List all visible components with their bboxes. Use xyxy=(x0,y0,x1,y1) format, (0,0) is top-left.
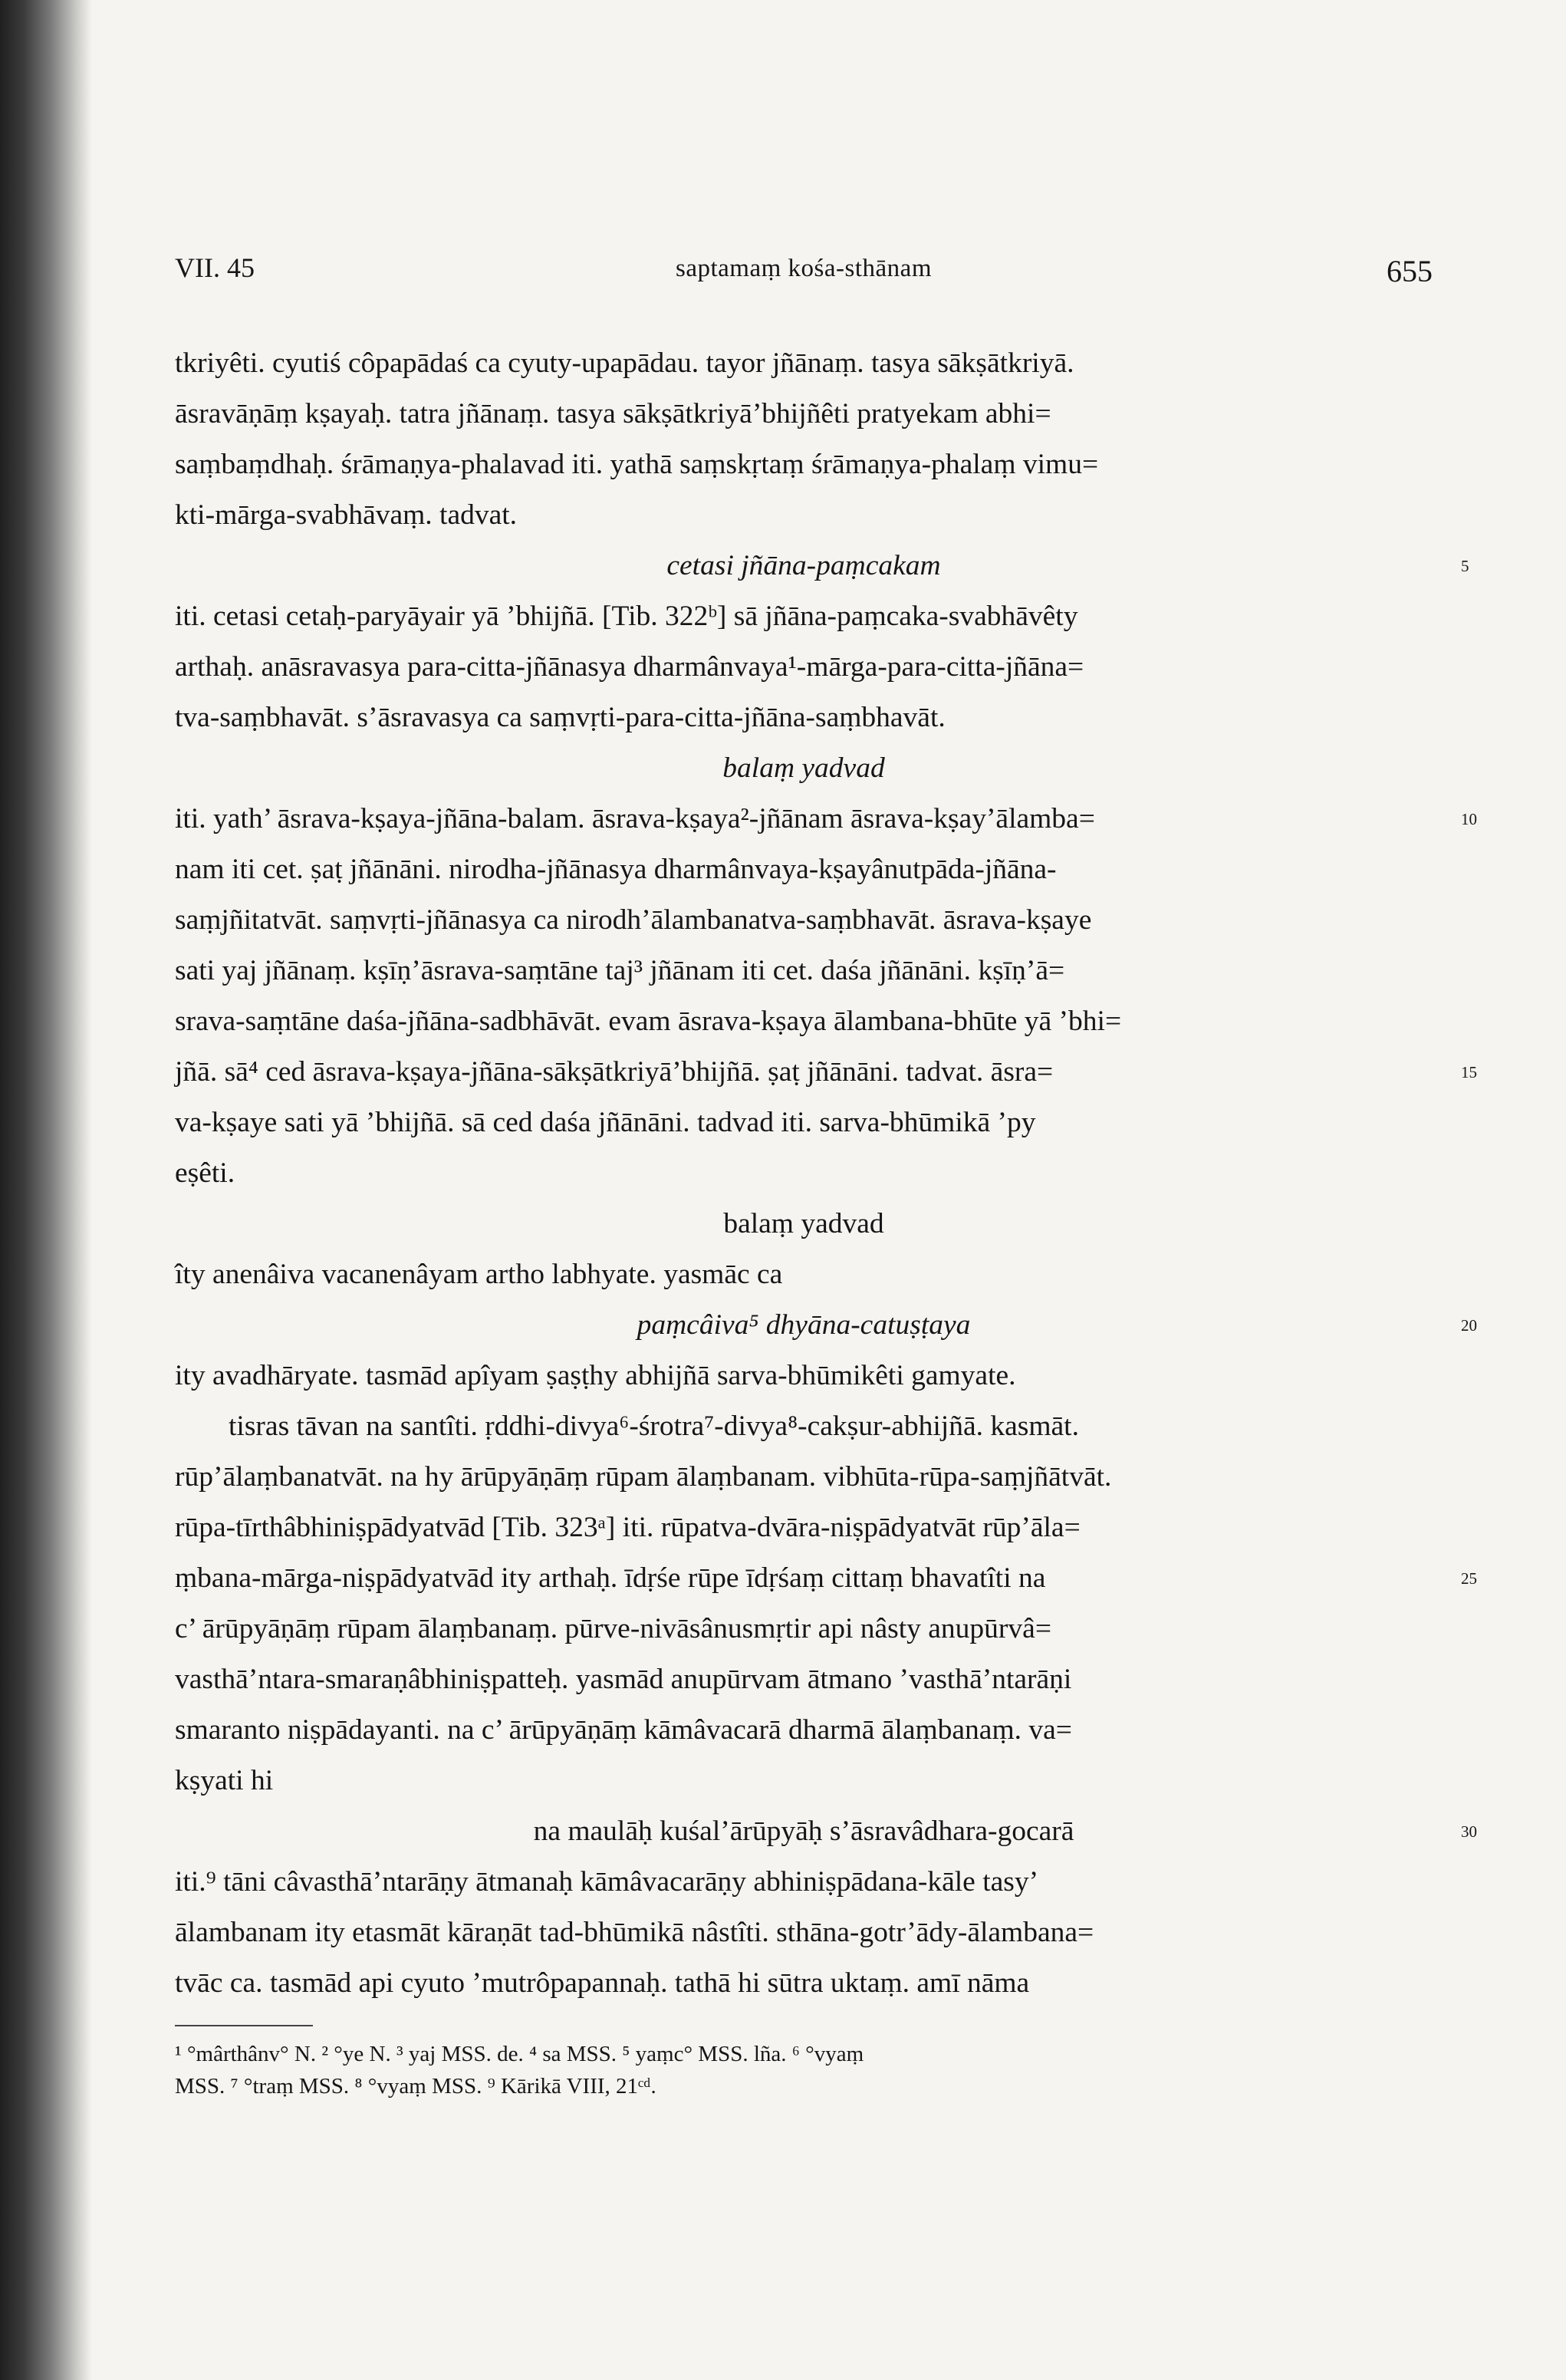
text-line: va-kṣaye sati yā ’bhijñā. sā ced daśa jñānāni. tadvad iti. sarva-bhūmikā ’py xyxy=(175,1107,1036,1138)
verse-line: balaṃ yadvad xyxy=(722,752,885,784)
page-header xyxy=(175,252,1433,298)
text-line: āsravāṇāṃ kṣayaḥ. tatra jñānaṃ. tasya sākṣātkriyā’bhijñêti pratyekam abhi= xyxy=(175,398,1051,430)
text-line: iti. yath’ āsrava-kṣaya-jñāna-balam. āsrava-kṣaya²-jñānam āsrava-kṣay’ālamba= xyxy=(175,803,1095,834)
text-line: iti.⁹ tāni câvasthā’ntarāṇy ātmanaḥ kāmâvacarāṇy abhiniṣpādana-kāle tasy’ xyxy=(175,1866,1039,1898)
text-line: smaranto niṣpādayanti. na c’ ārūpyāṇāṃ kāmâvacarā dharmā ālaṃbanaṃ. va= xyxy=(175,1714,1072,1746)
text-line: saṃbaṃdhaḥ. śrāmaṇya-phalavad iti. yathā saṃskṛtaṃ śrāmaṇya-phalaṃ vimu= xyxy=(175,449,1099,480)
verse-line: cetasi jñāna-paṃcakam xyxy=(666,550,941,581)
line-number: 25 xyxy=(1461,1569,1477,1588)
line-number: 20 xyxy=(1461,1316,1477,1335)
text-line: tva-saṃbhavāt. s’āsravasya ca saṃvṛti-para-citta-jñāna-saṃbhavāt. xyxy=(175,702,946,733)
text-line: tkriyêti. cyutiś côpapādaś ca cyuty-upapādau. tayor jñānaṃ. tasya sākṣātkriyā. xyxy=(175,347,1074,379)
text-line: tisras tāvan na santîti. ṛddhi-divya⁶-śrotra⁷-divya⁸-cakṣur-abhijñā. kasmāt. xyxy=(229,1411,1079,1442)
line-number: 10 xyxy=(1461,810,1477,828)
footnote-line: MSS. ⁷ °traṃ MSS. ⁸ °vyaṃ MSS. ⁹ Kārikā VIII, 21ᶜᵈ. xyxy=(175,2074,656,2099)
verse-line: na maulāḥ kuśal’ārūpyāḥ s’āsravâdhara-gocarā xyxy=(533,1815,1074,1847)
footnote-rule xyxy=(175,2025,313,2026)
text-line: vasthā’ntara-smaraṇâbhiniṣpatteḥ. yasmād anupūrvam ātmano ’vasthā’ntarāṇi xyxy=(175,1664,1072,1695)
text-line: iti. cetasi cetaḥ-paryāyair yā ’bhijñā. [Tib. 322ᵇ] sā jñāna-paṃcaka-svabhāvêty xyxy=(175,601,1078,632)
text-line: arthaḥ. anāsravasya para-citta-jñānasya dharmânvaya¹-mārga-para-citta-jñāna= xyxy=(175,651,1084,683)
text-line: rūpa-tīrthâbhiniṣpādyatvād [Tib. 323ᵃ] iti. rūpatva-dvāra-niṣpādyatvāt rūp’āla= xyxy=(175,1512,1081,1543)
text-line: kṣyati hi xyxy=(175,1765,274,1796)
verse-line: balaṃ yadvad xyxy=(723,1208,884,1239)
text-line: jñā. sā⁴ ced āsrava-kṣaya-jñāna-sākṣātkriyā’bhijñā. ṣaṭ jñānāni. tadvat. āsra= xyxy=(175,1056,1054,1088)
text-line: eṣêti. xyxy=(175,1157,235,1189)
line-number: 30 xyxy=(1461,1822,1477,1841)
line-number: 15 xyxy=(1461,1063,1477,1081)
line-number: 5 xyxy=(1461,557,1469,575)
text-line: îty anenâiva vacanenâyam artho labhyate. yasmāc ca xyxy=(175,1259,783,1290)
text-line: rūp’ālaṃbanatvāt. na hy ārūpyāṇāṃ rūpam ālaṃbanam. vibhūta-rūpa-saṃjñātvāt. xyxy=(175,1461,1112,1493)
footnote-line: ¹ °mârthânv° N. ² °ye N. ³ yaj MSS. de. ⁴ sa MSS. ⁵ yaṃc° MSS. lña. ⁶ °vyaṃ xyxy=(175,2042,864,2066)
text-line: tvāc ca. tasmād api cyuto ’mutrôpapannaḥ. tathā hi sūtra uktaṃ. amī nāma xyxy=(175,1967,1030,1999)
text-line: saṃjñitatvāt. saṃvṛti-jñānasya ca nirodh’ālambanatva-saṃbhavāt. āsrava-kṣaye xyxy=(175,904,1092,936)
page-number: 655 xyxy=(1387,254,1433,288)
text-line: nam iti cet. ṣaṭ jñānāni. nirodha-jñānasya dharmânvaya-kṣayânutpāda-jñāna- xyxy=(175,854,1057,885)
chapter-reference: VII. 45 xyxy=(175,252,255,283)
text-line: kti-mārga-svabhāvaṃ. tadvat. xyxy=(175,499,518,531)
text-line: srava-saṃtāne daśa-jñāna-sadbhāvāt. evam āsrava-kṣaya ālambana-bhūte yā ’bhi= xyxy=(175,1006,1122,1037)
running-title: saptamaṃ kośa-sthānam xyxy=(676,255,932,282)
text-line: ālambanam ity etasmāt kāraṇāt tad-bhūmikā nâstîti. sthāna-gotr’ādy-ālambana= xyxy=(175,1917,1094,1948)
text-line: ṃbana-mārga-niṣpādyatvād ity arthaḥ. īdṛśe rūpe īdṛśaṃ cittaṃ bhavatîti na xyxy=(175,1562,1046,1594)
text-line: sati yaj jñānaṃ. kṣīṇ’āsrava-saṃtāne taj³ jñānam iti cet. daśa jñānāni. kṣīṇ’ā= xyxy=(175,955,1065,986)
text-line: c’ ārūpyāṇāṃ rūpam ālaṃbanaṃ. pūrve-nivāsânusmṛtir api nâsty anupūrvâ= xyxy=(175,1613,1051,1644)
text-line: ity avadhāryate. tasmād apîyam ṣaṣṭhy abhijñā sarva-bhūmikêti gamyate. xyxy=(175,1360,1016,1391)
verse-line: paṃcâiva⁵ dhyāna-catuṣṭaya xyxy=(637,1309,971,1341)
